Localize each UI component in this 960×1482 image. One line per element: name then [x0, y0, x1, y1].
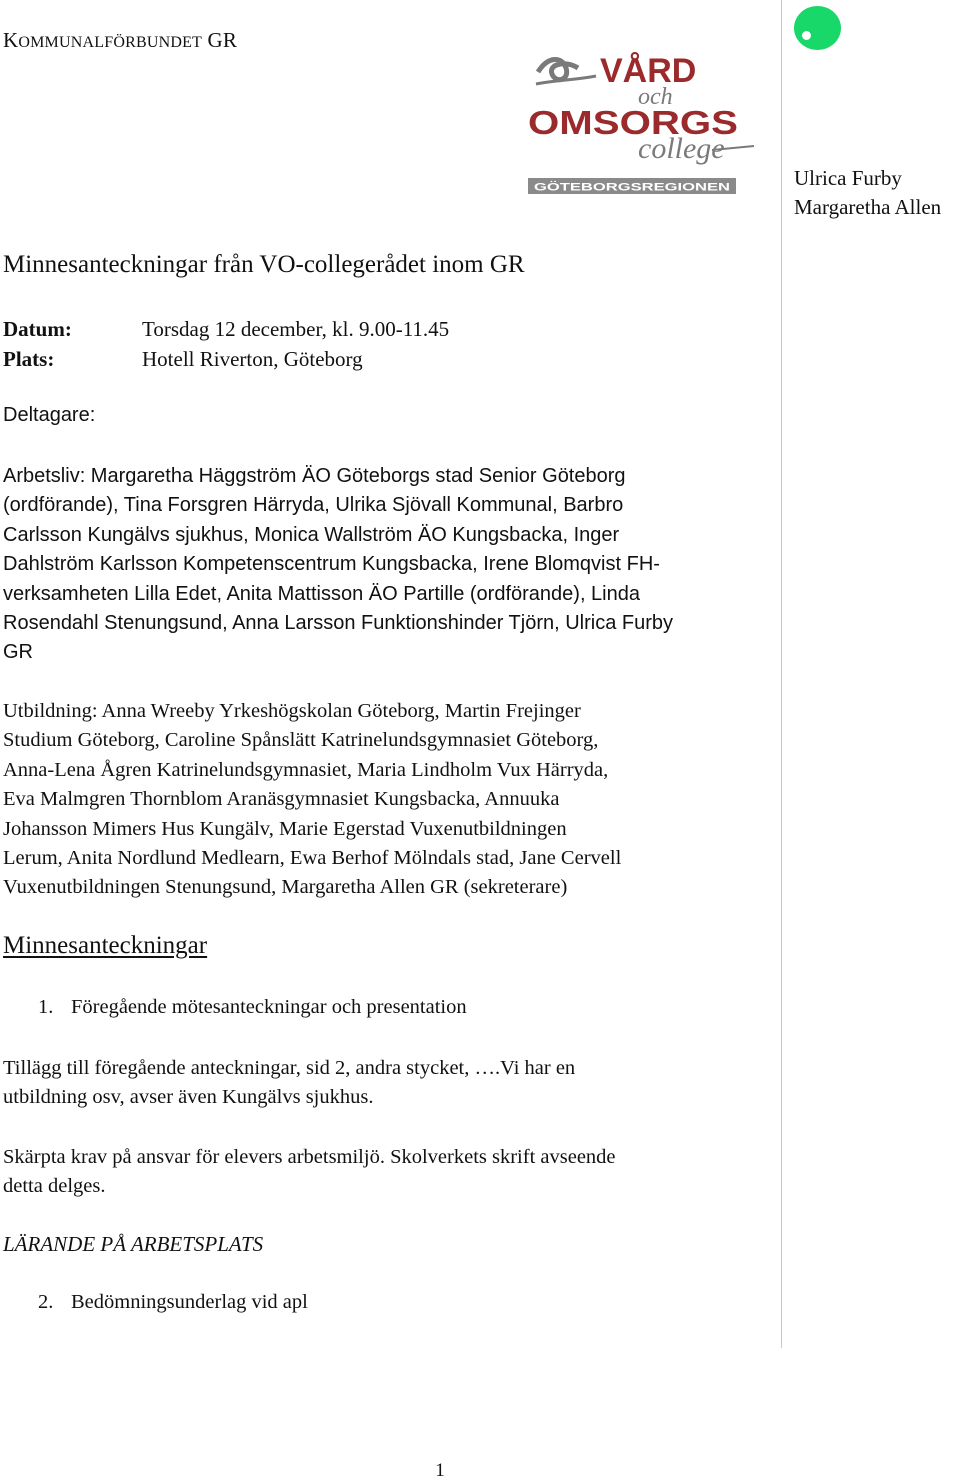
text-line: GR	[3, 641, 33, 664]
text-line: Lerum, Anita Nordlund Medlearn, Ewa Berhof Mölndals stad, Jane Cervell	[3, 847, 622, 870]
org-initial: K	[3, 28, 19, 52]
text-line: Eva Malmgren Thornblom Aranäsgymnasiet Kungsbacka, Annuuka	[3, 788, 560, 811]
logo-swirl-icon	[538, 59, 578, 79]
requirements-paragraph	[3, 1143, 763, 1202]
meta-row-date	[3, 314, 449, 344]
agenda-item-1	[38, 996, 467, 1019]
page-number: 1	[435, 1460, 445, 1481]
text-line: Johansson Mimers Hus Kungälv, Marie Egerstad Vuxenutbildningen	[3, 817, 567, 840]
text-line: Dahlström Karlsson Kompetenscentrum Kungsbacka, Irene Blomqvist FH-	[3, 553, 660, 576]
text-line: Arbetsliv: Margaretha Häggström ÄO Göteborgs stad Senior Göteborg	[3, 465, 626, 487]
meeting-meta	[3, 314, 449, 374]
meta-row-place	[3, 344, 449, 374]
logo-text-vard: VÅRD	[600, 52, 697, 90]
notes-heading: Minnesanteckningar	[3, 932, 208, 959]
contact-block	[794, 164, 941, 222]
text-line: Vuxenutbildningen Stenungsund, Margaretha Allen GR (sekreterare)	[3, 876, 568, 899]
agenda-number: 2.	[38, 1291, 54, 1313]
text-line: verksamheten Lilla Edet, Anita Mattisson ÄO Partille (ordförande), Linda	[3, 582, 640, 605]
text-line: Skärpta krav på ansvar för elevers arbetsmiljö. Skolverkets skrift avseende	[3, 1146, 616, 1168]
text-line: detta delges.	[3, 1175, 106, 1198]
participants-worklife	[3, 462, 763, 668]
agenda-number: 1.	[38, 996, 54, 1018]
organization-name	[3, 28, 237, 53]
logo-text-och: och	[638, 84, 673, 110]
text-line: Tillägg till föregående anteckningar, sid 2, andra stycket, ….Vi har en	[3, 1057, 576, 1079]
logo-text-college: college	[638, 132, 725, 165]
logo-text-region: GÖTEBORGSREGIONEN	[534, 181, 665, 194]
agenda-text: Bedömningsunderlag vid apl	[71, 1291, 308, 1313]
org-rest: OMMUNALFÖRBUNDET	[18, 34, 203, 51]
addendum-paragraph	[3, 1054, 763, 1113]
logo-text-omsorgs: OMSORGS	[528, 104, 738, 141]
meta-label: Plats:	[3, 347, 55, 371]
agenda-text: Föregående mötesanteckningar och presentation	[71, 996, 467, 1018]
gr-logo-dot-icon	[794, 6, 841, 50]
text-line: Anna-Lena Ågren Katrinelundsgymnasiet, Maria Lindholm Vux Härryda,	[3, 758, 609, 781]
text-line: Studium Göteborg, Caroline Spånslätt Katrinelundsgymnasiet Göteborg,	[3, 729, 599, 752]
meta-value: Torsdag 12 december, kl. 9.00-11.45	[142, 317, 450, 341]
contact-name: Margaretha Allen	[794, 195, 942, 219]
participants-label: Deltagare:	[3, 404, 96, 426]
document-title: Minnesanteckningar från VO-collegerådet inom GR	[3, 251, 525, 278]
contact-name: Ulrica Furby	[794, 166, 902, 190]
vard-omsorg-college-logo	[526, 50, 756, 198]
text-line: utbildning osv, avser även Kungälvs sjukhus.	[3, 1086, 374, 1109]
margin-rule	[781, 0, 782, 1348]
text-line: Carlsson Kungälvs sjukhus, Monica Wallström ÄO Kungsbacka, Inger	[3, 523, 620, 546]
text-line: (ordförande), Tina Forsgren Härryda, Ulrika Sjövall Kommunal, Barbro	[3, 494, 624, 517]
org-suffix: GR	[202, 28, 238, 52]
agenda-item-2	[38, 1291, 308, 1314]
meta-label: Datum:	[3, 317, 72, 341]
text-line: Utbildning: Anna Wreeby Yrkeshögskolan Göteborg, Martin Frejinger	[3, 700, 581, 722]
text-line: Rosendahl Stenungsund, Anna Larsson Funktionshinder Tjörn, Ulrica Furby	[3, 612, 674, 635]
participants-education	[3, 697, 763, 903]
meta-value: Hotell Riverton, Göteborg	[142, 347, 363, 371]
section-heading: LÄRANDE PÅ ARBETSPLATS	[3, 1232, 264, 1256]
